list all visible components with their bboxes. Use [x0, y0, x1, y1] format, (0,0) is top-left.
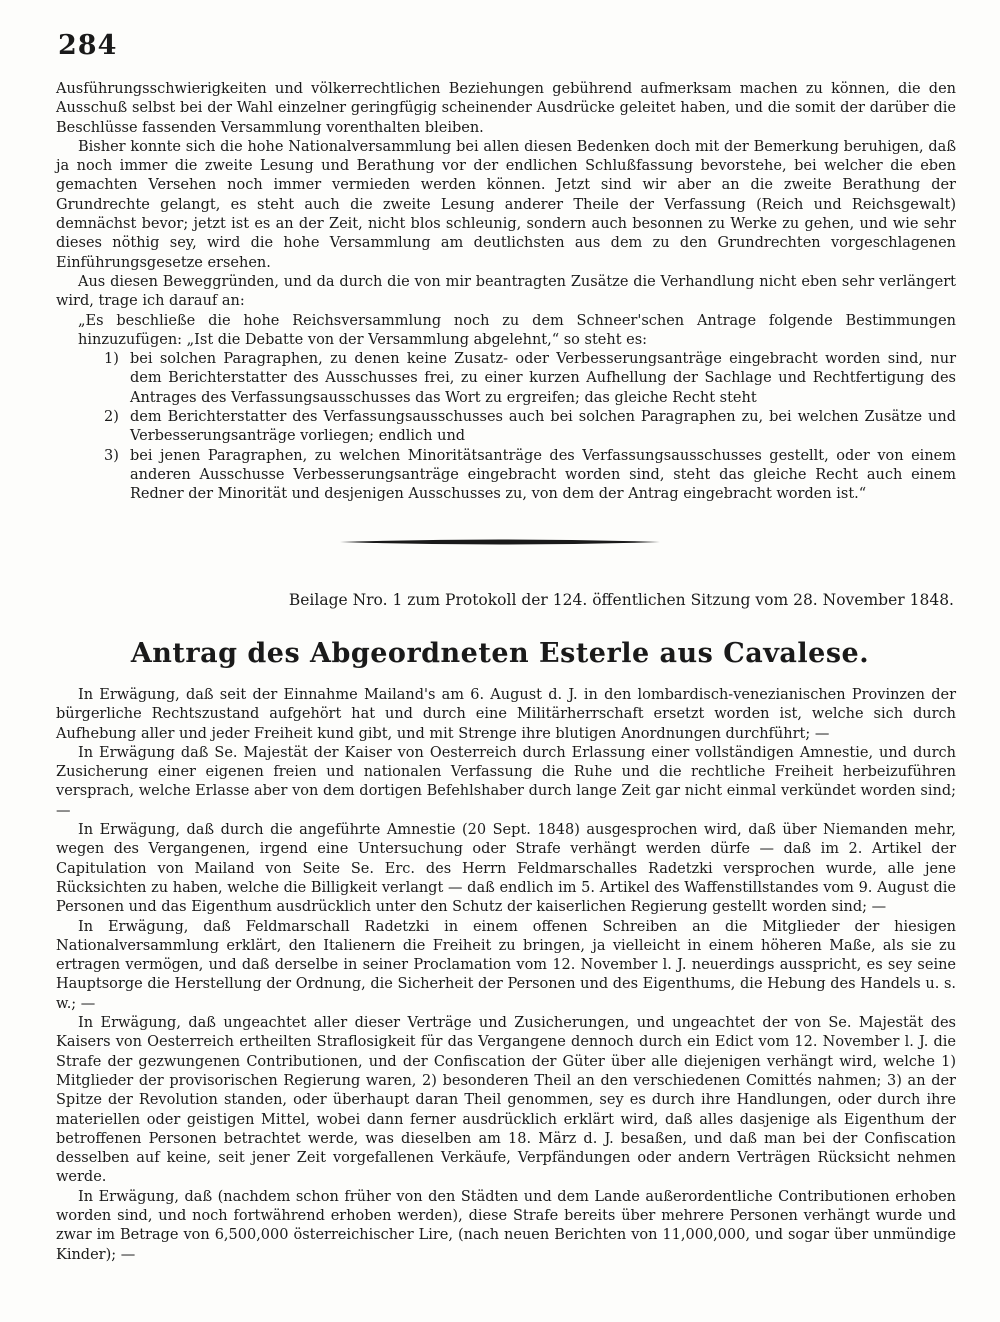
paragraph-erwaegung-3: In Erwägung, daß durch die angeführte Amnestie (20 Sept. 1848) ausgesprochen wird, daß über Niemanden mehr, wegen des Vergangenen, irgend eine Untersuchung oder Strafe verhängt werden dürfe — daß im 2. Artikel der Capitulation von Mailand von Seite Se. Erc. des Herrn Feldmarschalles Radetzki versprochen wurde, alle jene Rücksichten zu haben, welche die Billigkeit verlangt — daß endlich im 5. Artikel des Waffenstillstandes vom 9. August die Personen und das Eigenthum ausdrücklich unter den Schutz der kaiserlichen Regierung gestellt worden sind; —: [56, 822, 956, 916]
motion-item-text: bei jenen Paragraphen, zu welchen Minoritätsanträge des Verfassungsausschusses gestellt, oder von einem anderen Ausschusse Verbesserungsanträge eingebracht worden sind, steht das gleiche Recht auch einem Redner der Minorität und desjenigen Ausschusses zu, von dem der Antrag eingebracht worden ist.“: [130, 447, 956, 503]
motion-list: [56, 350, 956, 504]
motion-item-text: dem Berichterstatter des Verfassungsausschusses auch bei solchen Paragraphen zu, bei welchen Zusätze und Verbesserungsanträge vorliegen; endlich und: [130, 409, 956, 445]
paragraph-1: Ausführungsschwierigkeiten und völkerrechtlichen Beziehungen gebührend aufmerksam machen zu können, die den Ausschuß selbst bei der Wahl einzelner geringfügig scheinender Ausdrücke geleitet haben, und die somit der darüber die Beschlüsse fassenden Versammlung vorenthalten bleiben.: [56, 81, 956, 136]
motion-item-number: 2): [104, 409, 119, 426]
motion-item-number: 1): [104, 351, 119, 368]
section-separator-rule: [340, 538, 660, 546]
paragraph-erwaegung-4: In Erwägung, daß Feldmarschall Radetzki in einem offenen Schreiben an die Mitglieder der hiesigen Nationalversammlung erklärt, den Italienern die Freiheit zu bringen, ja vielleicht in einem höheren Maße, als sie zu ertragen vermögen, und daß derselbe in seiner Proclamation vom 12. November l. J. neuerdings ausspricht, es sey seine Hauptsorge die Herstellung der Ordnung, die Sicherheit der Personen und des Eigenthums, die Hebung des Handels u. s. w.; —: [56, 918, 956, 1012]
paragraph-erwaegung-2: In Erwägung daß Se. Majestät der Kaiser von Oesterreich durch Erlassung einer vollständigen Amnestie, und durch Zusicherung einer eigenen freien und nationalen Verfassung die Ruhe und die rechtliche Freiheit herbeizuführen versprach, welche Erlasse aber von dem dortigen Befehlshaber durch lange Zeit gar nicht einmal verkündet worden sind; —: [56, 744, 956, 819]
motion-item: [104, 408, 956, 447]
bottom-section: [56, 686, 956, 1265]
top-section: [56, 80, 956, 505]
paragraph-2: Bisher konnte sich die hohe Nationalversammlung bei allen diesen Bedenken doch mit der Bemerkung beruhigen, daß ja noch immer die zweite Lesung und Berathung vor der endlichen Schlußfassung bevorstehe, bei welcher die eben gemachten Versehen noch immer vermieden werden können. Jetzt sind wir aber an die zweite Berathung der Grundrechte gelangt, es steht auch die zweite Lesung anderer Theile der Verfassung (Reich und Reichsgewalt) demnächst bevor; jetzt ist es an der Zeit, nicht blos schleunig, sondern auch besonnen zu Werke zu gehen, und wie sehr dieses nöthig sey, wird die hohe Versammlung am deutlichsten aus dem zu den Grundrechten vorgeschlagenen Einführungsgesetze ersehen.: [56, 138, 956, 271]
paragraph-erwaegung-5: In Erwägung, daß ungeachtet aller dieser Verträge und Zusicherungen, und ungeachtet der von Se. Majestät des Kaisers von Oesterreich ertheilten Straflosigkeit für das Vergangene dennoch durch ein Edict vom 12. November l. J. die Strafe der gezwungenen Contributionen, und der Confiscation der Güter über alle diejenigen verhängt wird, welche 1) Mitglieder der provisorischen Regierung waren, 2) besonderen Theil an den verschiedenen Comittés nahmen; 3) an der Spitze der Revolution standen, oder überhaupt daran Theil genommen, sey es durch ihre Handlungen, oder durch ihre materiellen oder geistigen Mittel, wobei dann ferner ausdrücklich erklärt wird, daß alles dasjenige als Eigenthum der betroffenen Personen betrachtet werde, was dieselben am 18. März d. J. besaßen, und daß man bei der Confiscation desselben auf keine, seit jener Zeit vorgefallenen Verkäufe, Verpfändungen oder andern Verträgen Rücksicht nehmen werde.: [56, 1015, 956, 1186]
motion-item-number: 3): [104, 447, 119, 464]
motion-item-text: bei solchen Paragraphen, zu denen keine Zusatz- oder Verbesserungsanträge eingebracht worden sind, nur dem Berichterstatter des Ausschusses frei, zu einer kurzen Aufhellung der Sachlage und Rechtfertigung des Antrages des Verfassungsausschusses das Wort zu ergreifen; das gleiche Recht steht: [130, 351, 956, 406]
page-number: 284: [58, 30, 118, 61]
motion-heading: Antrag des Abgeordneten Esterle aus Cavalese.: [130, 638, 870, 669]
motion-intro: „Es beschließe die hohe Reichsversammlung noch zu dem Schneer'schen Antrage folgende Bestimmungen hinzuzufügen: „Ist die Debatte von der Versammlung abgelehnt,“ so steht es:: [78, 312, 956, 348]
paragraph-erwaegung-1: In Erwägung, daß seit der Einnahme Mailand's am 6. August d. J. in den lombardisch-venezianischen Provinzen der bürgerliche Rechtszustand aufgehört hat und durch eine Militärherrschaft ersetzt worden ist, welche sich durch Aufhebung aller und jeder Freiheit kund gibt, und mit Strenge ihre blutigen Anordnungen durchführt; —: [56, 687, 956, 742]
separator-swell-line: [340, 538, 660, 546]
appendix-reference: Beilage Nro. 1 zum Protokoll der 124. öffentlichen Sitzung vom 28. November 1848.: [288, 591, 954, 609]
motion-item: [104, 447, 956, 505]
paragraph-3: Aus diesen Beweggründen, und da durch die von mir beantragten Zusätze die Verhandlung nicht eben sehr verlängert wird, trage ich darauf an:: [56, 273, 956, 310]
motion-item: [104, 350, 956, 408]
paragraph-erwaegung-6: In Erwägung, daß (nachdem schon früher von den Städten und dem Lande außerordentliche Contributionen erhoben worden sind, und noch fortwährend erhoben werden), diese Strafe bereits über mehrere Personen verhängt wurde und zwar im Betrage von 6,500,000 österreichischer Lire, (nach neuen Berichten von 11,000,000, und sogar über unmündige Kinder); —: [56, 1188, 956, 1263]
